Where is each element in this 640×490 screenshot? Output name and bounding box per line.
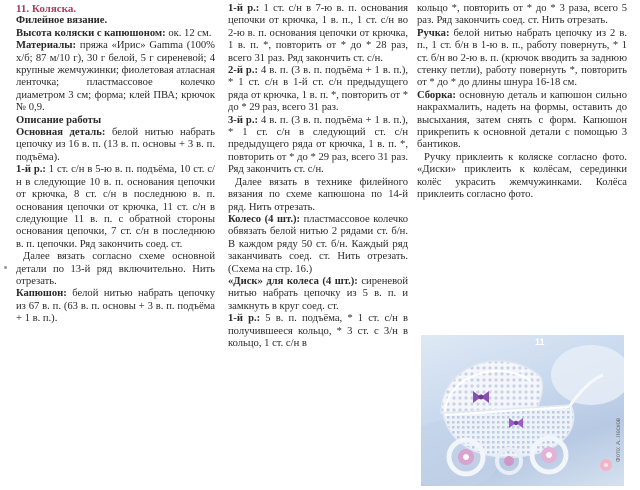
disk-paragraph: «Диск» для колеса (4 шт.): сиреневой нитью набрать цепочку из 5 в. п. и замкнуть в круг соед. ст. [228,275,408,312]
photo-credit: Фото: А. Лесков [616,418,622,462]
assembly-paragraph: Сборка: основную деталь и капюшон сильно накрахмалить, надеть на формы, оставить до высыхания, затем снять с форм. Капюшон прикрепить к основной детали с помощью 3 бантиков. [417,89,627,151]
text-column-3 [417,3,627,202]
disk-row1-continued: кольцо *, повторить от * до * 3 раза, всего 5 раз. Ряд закончить соед. ст. Нить отрезать. [417,3,627,27]
gluing-paragraph: Ручку приклеить к коляске согласно фото. «Диски» приклеить к колёсам, серединки колёс украсить жемчужинками. Колёса приклеить согласно фото. [417,151,627,201]
main-part-paragraph: Основная деталь: белой нитью набрать цепочку из 16 в. п. (13 в. п. основы + 3 в. п. подъёма). [16,127,215,163]
text-column-2 [228,3,408,350]
stroller-illustration [421,335,624,486]
height-paragraph: Высота коляски с капюшоном: ок. 12 см. [16,27,212,39]
photo-number: 11 [535,337,545,347]
stroller-photo [421,335,624,486]
margin-dot [4,266,7,269]
wheel-paragraph: Колесо (4 шт.): пластмассовое колечко обвязать белой нитью 2 рядами ст. б/н. В каждом ряду 50 ст. б/н. Каждый ряд заканчивать соед. ст. Нить отрезать. (Схема на стр. 16.) [228,213,408,275]
handle-paragraph: Ручка: белой нитью набрать цепочку из 2 в. п., 1 ст. б/н в 1-ю в. п., работу повернуть, * 1 ст. б/н во 2-ю в. п. (крючок вводить за заднюю стенку петли), работу повернуть *, повторить от * до * до длины шнура 16-18 см. [417,27,627,89]
work-description-heading: Описание работы [16,114,102,126]
continue-paragraph: Далее вязать согласно схеме основной детали по 13-й ряд включительно. Нить отрезать. [16,251,215,287]
section-title: 11. Коляска. [16,3,77,15]
disk-row1-paragraph: 1-й р.: 5 в. п. подъёма, * 1 ст. с/н в получившееся кольцо, * 3 ст. с 3/н в кольцо, 1 ст. с/н в [228,313,408,349]
text-column-1 [16,3,215,326]
hood-row3-paragraph: 3-й р.: 4 в. п. (3 в. п. подъёма + 1 в. п.), * 1 ст. с/н в следующий ст. с/н предыдущего ряда от крючка, 1 в. п. *, повторить от * до * 29 раз, всего 31 раз. Ряд закончить ст. с/н. [228,114,408,176]
hood-row1-paragraph: 1-й р.: 1 ст. с/н в 7-ю в. п. основания цепочки от крючка, 1 в. п., 1 ст. с/н во 2-ю в. п. основания цепочки от крючка, 1 в. п. *, повторить от * до * 28 раз, всего 31 раз. Ряд закончить ст. с/н. [228,3,408,64]
technique-heading: Филейное вязание. [16,15,108,27]
hood-paragraph: Капюшон: белой нитью набрать цепочку из 67 в. п. (63 в. п. основы + 3 в. п. подъёма + 1 в. п.). [16,288,215,325]
row1-paragraph: 1-й р.: 1 ст. с/н в 5-ю в. п. подъёма, 10 ст. с/н в следующие 10 в. п. основания цепочки от крючка, 8 ст. с/н в последнюю в. п. основания цепочки от крючка, 11 ст. с/н в следующие 11 в. п. с обратной стороны основания цепочки, 7 ст. с/н в последнюю в. п. цепочки. Ряд закончить соед. ст. [16,164,215,250]
filet-paragraph: Далее вязать в технике филейного вязания по схеме капюшона по 14-й ряд. Нить отрезать. [228,176,408,213]
materials-paragraph: Материалы: пряжа «Ирис» Gamma (100% х/б; 87 м/10 г), 30 г белой, 5 г сиреневой; 4 крупные жемчужинки; фиолетовая атласная ленточка; пластмассовое колечко диаметром 3 см; форма; клей ПВА; крючок № 0,9. [16,40,215,114]
hood-row2-paragraph: 2-й р.: 4 в. п. (3 в. п. подъёма + 1 в. п.), * 1 ст. с/н в 1-й ст. с/н предыдущего ряда от крючка, 1 в. п. *, повторить от * до * 29 раз, всего 31 раз. [228,65,408,114]
